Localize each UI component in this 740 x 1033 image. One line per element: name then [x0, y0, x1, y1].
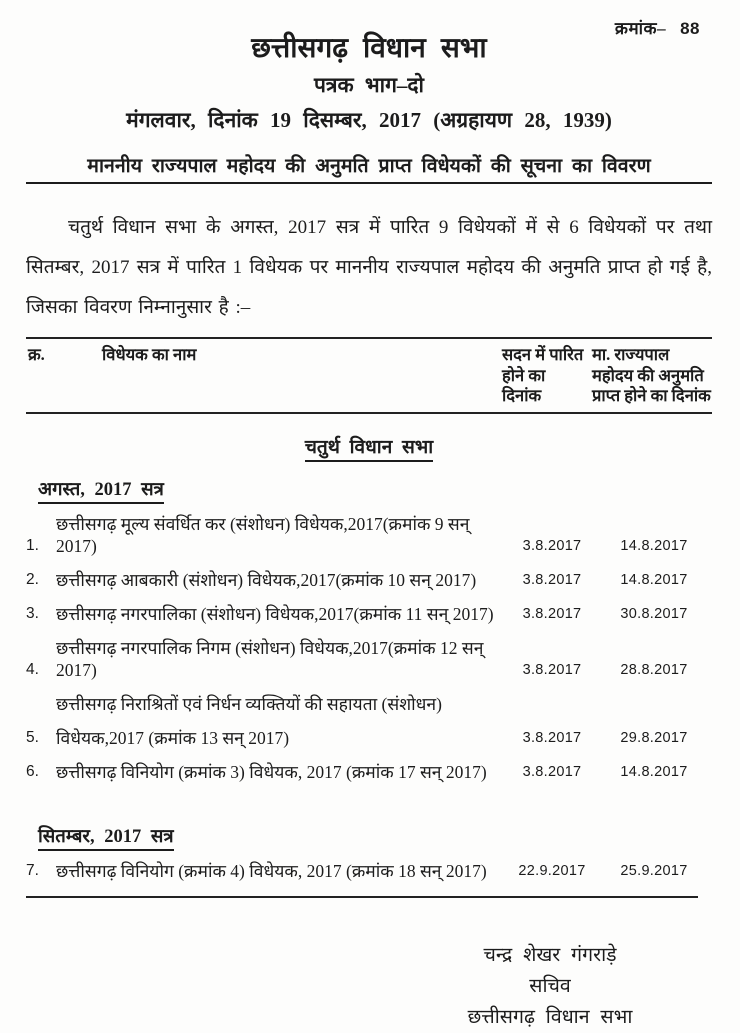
column-header-passed-date: सदन में पारित होने का दिनांक	[502, 345, 584, 405]
passed-date: 3.8.2017	[522, 537, 582, 554]
table-row	[26, 513, 712, 557]
bill-name: छत्तीसगढ़ नगरपालिक निगम (संशोधन) विधेयक,2017(क्रमांक 12 सन् 2017)	[56, 637, 484, 680]
bill-name-line2: विधेयक,2017 (क्रमांक 13 सन् 2017)	[56, 727, 290, 748]
bill-name: छत्तीसगढ़ नगरपालिका (संशोधन) विधेयक,2017(क्रमांक 11 सन् 2017)	[56, 603, 494, 624]
session-heading-september: सितम्बर, 2017 सत्र	[26, 823, 712, 848]
document-dateline: मंगलवार, दिनांक 19 दिसम्बर, 2017 (अग्रहायण 28, 1939)	[126, 108, 612, 132]
signatory-name: चन्द्र शेखर गंगराड़े	[483, 944, 617, 966]
document-heading: माननीय राज्यपाल महोदय की अनुमति प्राप्त विधेयकों की सूचना का विवरण	[26, 151, 712, 184]
row-number: 7.	[26, 861, 39, 879]
serial-number: 88	[680, 19, 700, 38]
assent-date: 30.8.2017	[620, 605, 688, 622]
table-header-row	[26, 339, 712, 412]
session-heading-august: अगस्त, 2017 सत्र	[26, 476, 712, 501]
passed-date: 3.8.2017	[522, 605, 582, 622]
bill-name: छत्तीसगढ़ विनियोग (क्रमांक 4) विधेयक, 2017 (क्रमांक 18 सन् 2017)	[56, 860, 487, 881]
passed-date: 3.8.2017	[522, 661, 582, 678]
column-header-serial: क्र.	[28, 345, 45, 364]
column-header-assent-date: मा. राज्यपाल महोदय की अनुमति प्राप्त होने का दिनांक	[592, 345, 711, 405]
assent-date: 14.8.2017	[620, 763, 688, 780]
row-number: 3.	[26, 604, 39, 622]
bill-name	[56, 693, 508, 749]
document-subtitle: पत्रक भाग–दो	[313, 73, 424, 97]
signatory-designation: सचिव	[529, 975, 571, 997]
serial-number-line	[615, 16, 700, 39]
assent-date: 14.8.2017	[620, 537, 688, 554]
page-title: छत्तीसगढ़ विधान सभा	[251, 33, 487, 64]
table-header-bottom-rule	[26, 412, 712, 414]
row-number: 6.	[26, 762, 39, 780]
bill-name: छत्तीसगढ़ आबकारी (संशोधन) विधेयक,2017(क्रमांक 10 सन् 2017)	[56, 569, 477, 590]
passed-date: 3.8.2017	[522, 763, 582, 780]
column-header-bill-name: विधेयक का नाम	[102, 345, 197, 364]
assembly-heading: चतुर्थ विधान सभा	[26, 433, 712, 459]
row-number: 4.	[26, 660, 39, 678]
bill-name-line1: छत्तीसगढ़ निराश्रितों एवं निर्धन व्यक्तियों की सहायता (संशोधन)	[56, 693, 442, 714]
row-number: 5.	[26, 728, 39, 746]
table-row	[26, 603, 712, 625]
assent-date: 29.8.2017	[620, 729, 688, 746]
passed-date: 3.8.2017	[522, 729, 582, 746]
table-row	[26, 693, 712, 749]
row-number: 2.	[26, 570, 39, 588]
signature-block	[410, 940, 690, 1033]
passed-date: 3.8.2017	[522, 571, 582, 588]
assent-date: 14.8.2017	[620, 571, 688, 588]
table-row	[26, 860, 712, 882]
table-row	[26, 761, 712, 783]
table-bottom-rule	[26, 896, 698, 898]
passed-date: 22.9.2017	[518, 862, 586, 879]
serial-label: क्रमांक–	[614, 19, 667, 38]
intro-paragraph: चतुर्थ विधान सभा के अगस्त, 2017 सत्र में पारित 9 विधेयकों में से 6 विधेयकों पर तथा सितम्बर, 2017 सत्र में पारित 1 विधेयक पर माननीय राज्यपाल महोदय की अनुमति प्राप्त हो गई है, जिसका विवरण निम्नानुसार है :–	[26, 217, 712, 318]
assent-date: 25.9.2017	[620, 862, 688, 879]
bill-name: छत्तीसगढ़ मूल्य संवर्धित कर (संशोधन) विधेयक,2017(क्रमांक 9 सन् 2017)	[56, 513, 470, 556]
assent-date: 28.8.2017	[620, 661, 688, 678]
bill-name: छत्तीसगढ़ विनियोग (क्रमांक 3) विधेयक, 2017 (क्रमांक 17 सन् 2017)	[56, 761, 487, 782]
signatory-organization: छत्तीसगढ़ विधान सभा	[467, 1006, 633, 1028]
row-number: 1.	[26, 536, 39, 554]
table-row	[26, 569, 712, 591]
table-row	[26, 637, 712, 681]
